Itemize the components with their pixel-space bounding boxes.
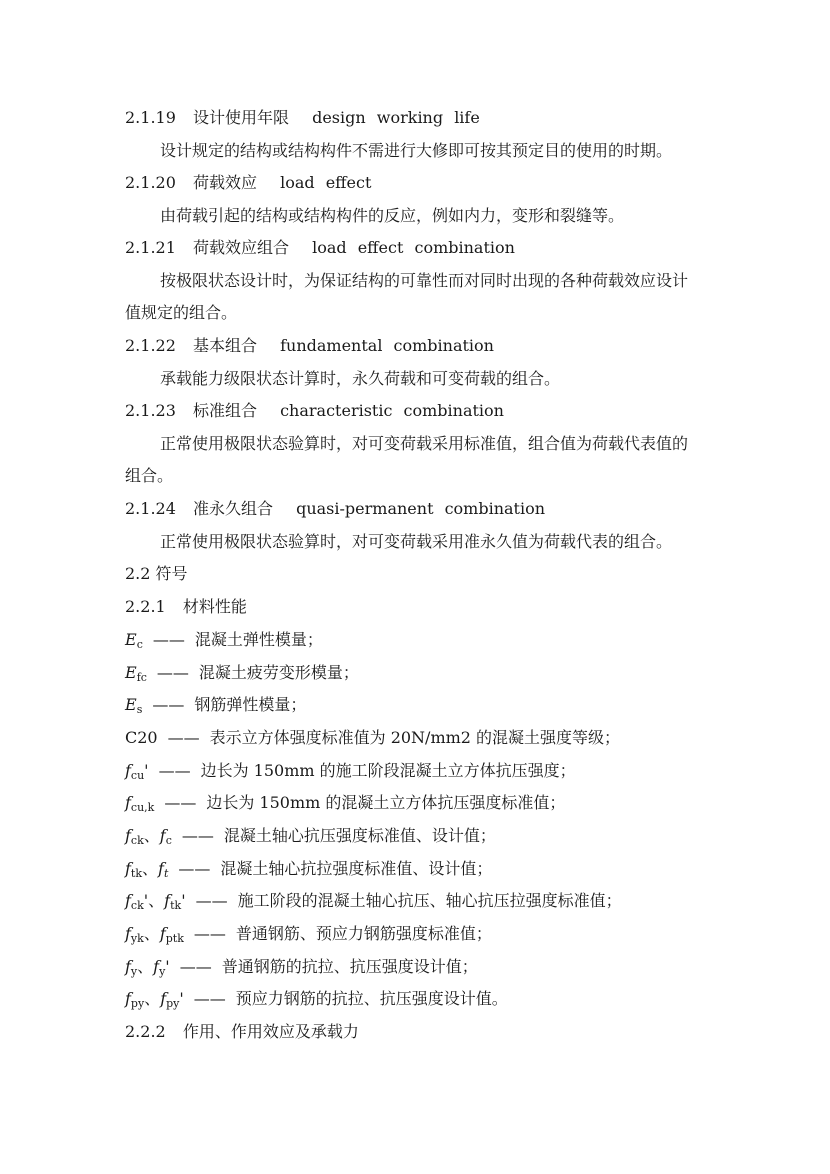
symbol: $f_{cu}'$: [125, 761, 149, 782]
term-definition: 由荷载引起的结构或结构构件的反应，例如内力，变形和裂缝等。: [160, 206, 625, 225]
term-definition-line-1: 正常使用极限状态验算时，对可变荷载采用标准值，组合值为荷载代表值的: [160, 434, 689, 453]
symbol-entry-ftk-ft: [125, 858, 715, 885]
symbol-description: 表示立方体强度标准值为 20N/mm2 的混凝土强度等级；: [209, 728, 621, 747]
term-en: load effect: [280, 173, 372, 192]
symbol: $f_{cu,k}$: [125, 793, 155, 814]
subsection-heading-2-2-1: [125, 596, 715, 618]
symbol-description: 混凝土轴心抗压强度标准值、设计值；: [223, 826, 496, 845]
term-number: 2.1.23: [125, 401, 176, 420]
symbol-entry-es: [125, 694, 715, 721]
term-definition: 正常使用极限状态验算时，对可变荷载采用准永久值为荷载代表的组合。: [160, 532, 673, 551]
term-definition: 承载能力级限状态计算时，永久荷载和可变荷载的组合。: [160, 369, 561, 388]
dash: ——: [152, 695, 185, 714]
symbol-description: 预应力钢筋的抗拉、抗压强度设计值。: [235, 989, 508, 1008]
dash: ——: [167, 728, 200, 747]
dash: ——: [193, 989, 226, 1008]
dash: ——: [156, 663, 189, 682]
symbol-entry-fyk-fptk: [125, 923, 715, 950]
symbol-entry-fck-fc: [125, 825, 715, 852]
symbol: $f_{ck}'$、$f_{tk}'$: [125, 891, 186, 912]
symbol-entry-c20: [125, 727, 715, 749]
symbol: $E_s$: [125, 695, 143, 716]
symbol-entry-fy-fy-prime: [125, 956, 715, 983]
symbol: $f_{ck}$、$f_c$: [125, 826, 172, 847]
term-heading-2-1-21: [125, 237, 715, 259]
term-en: fundamental combination: [280, 336, 494, 355]
term-definition-line-2: 值规定的组合。: [125, 303, 238, 322]
term-en: load effect combination: [312, 238, 515, 257]
term-cn: 设计使用年限: [192, 108, 289, 127]
term-cn: 准永久组合: [192, 499, 273, 518]
dash: ——: [181, 826, 214, 845]
symbol-description: 普通钢筋、预应力钢筋强度标准值；: [235, 924, 492, 943]
symbol-description: 普通钢筋的抗拉、抗压强度设计值；: [221, 957, 478, 976]
symbol: C20: [125, 728, 158, 747]
symbol-description: 混凝土轴心抗拉强度标准值、设计值；: [220, 859, 493, 878]
term-cn: 基本组合: [192, 336, 257, 355]
symbol-description: 边长为 150mm 的施工阶段混凝土立方体抗压强度；: [200, 761, 576, 780]
symbol: $E_c$: [125, 630, 143, 651]
dash: ——: [164, 793, 197, 812]
symbol-entry-fpy-fpy-prime: [125, 988, 715, 1015]
term-en: design working life: [312, 108, 480, 127]
symbol-description: 混凝土疲劳变形模量；: [198, 663, 359, 682]
term-cn: 荷载效应: [192, 173, 257, 192]
symbol-description: 混凝土弹性模量；: [194, 630, 323, 649]
symbol-entry-ec: [125, 629, 715, 656]
dash: ——: [178, 859, 211, 878]
dash: ——: [152, 630, 185, 649]
symbol: $f_{tk}$、ft: [125, 859, 169, 880]
dash: ——: [179, 957, 212, 976]
symbol-description: 钢筋弹性模量；: [194, 695, 307, 714]
term-number: 2.1.19: [125, 108, 176, 127]
dash: ——: [158, 761, 191, 780]
symbol: $E_{fc}$: [125, 663, 147, 684]
term-definition-line-1: 按极限状态设计时，为保证结构的可靠性而对同时出现的各种荷载效应设计: [160, 271, 689, 290]
term-definition: 设计规定的结构或结构构件不需进行大修即可按其预定目的使用的时期。: [160, 141, 673, 160]
symbol-entry-fcuk: [125, 792, 715, 819]
section-heading-2-2: 2.2 符号: [125, 564, 188, 583]
term-number: 2.1.24: [125, 499, 176, 518]
term-heading-2-1-23: [125, 400, 715, 422]
symbol-entry-fcu-prime: [125, 760, 715, 787]
dash: ——: [195, 891, 228, 910]
term-definition-line-2: 组合。: [125, 466, 174, 485]
symbol-description: 边长为 150mm 的混凝土立方体抗压强度标准值；: [206, 793, 566, 812]
symbol: $f_y$、$f_y'$: [125, 957, 170, 978]
subsection-title: 材料性能: [182, 597, 247, 616]
subsection-heading-2-2-2: [125, 1021, 715, 1043]
subsection-title: 作用、作用效应及承载力: [182, 1022, 359, 1041]
term-en: characteristic combination: [280, 401, 504, 420]
term-number: 2.1.21: [125, 238, 176, 257]
dash: ——: [193, 924, 226, 943]
symbol-entry-fck-ftk-prime: [125, 890, 715, 917]
symbol-entry-efc: [125, 662, 715, 689]
symbol: $f_{py}$、$f_{py}'$: [125, 989, 184, 1010]
term-heading-2-1-20: [125, 172, 715, 194]
term-number: 2.1.20: [125, 173, 176, 192]
subsection-number: 2.2.2: [125, 1022, 166, 1041]
term-en: quasi-permanent combination: [296, 499, 546, 518]
term-heading-2-1-24: [125, 498, 715, 520]
subsection-number: 2.2.1: [125, 597, 166, 616]
term-heading-2-1-22: [125, 335, 715, 357]
symbol-description: 施工阶段的混凝土轴心抗压、轴心抗压拉强度标准值；: [237, 891, 622, 910]
term-cn: 荷载效应组合: [192, 238, 289, 257]
term-number: 2.1.22: [125, 336, 176, 355]
term-heading-2-1-19: [125, 107, 715, 129]
symbol: $f_{yk}$、$f_{ptk}$: [125, 924, 184, 945]
term-cn: 标准组合: [192, 401, 257, 420]
